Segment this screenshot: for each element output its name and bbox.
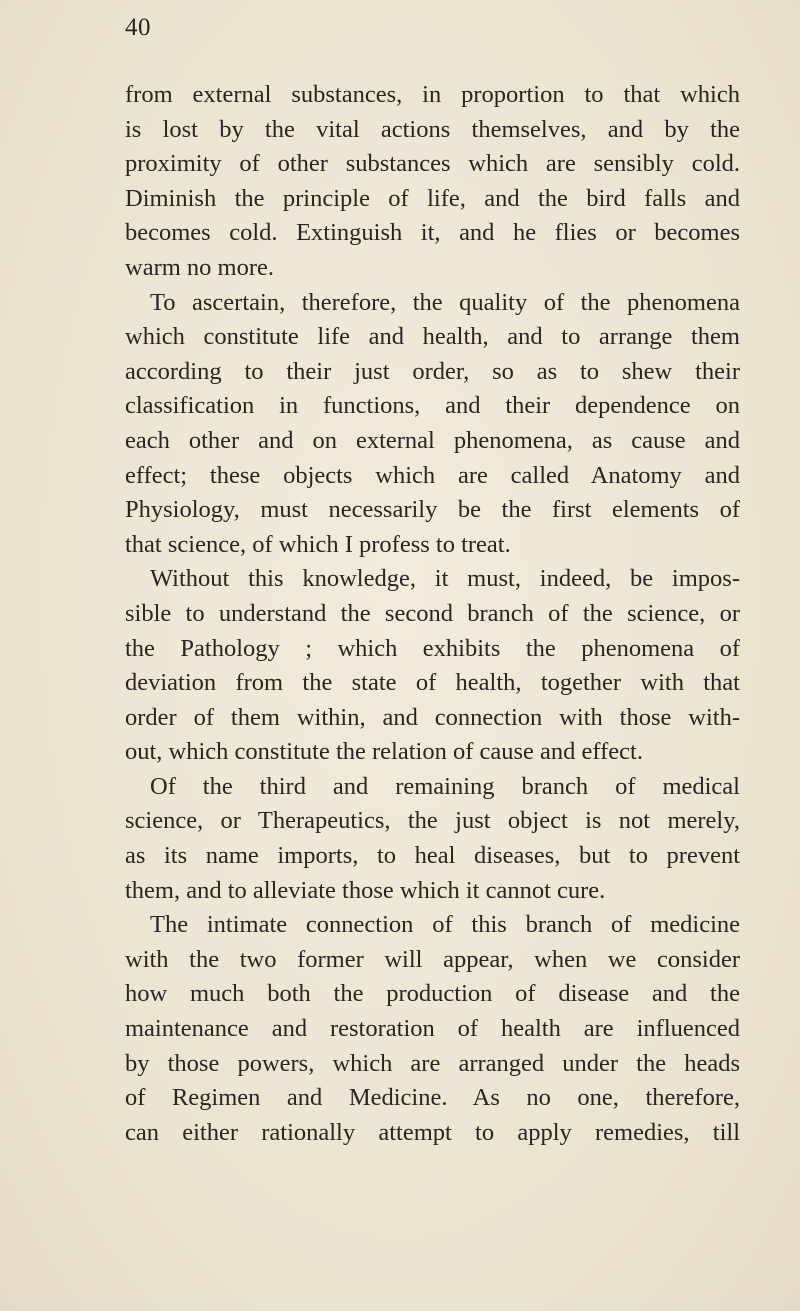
text-line: warm no more. [125,253,274,281]
text-line: as its name imports, to heal diseases, but to prevent [125,842,740,870]
text-line: Of the third and remaining branch of medical [150,772,740,800]
text-line: according to their just order, so as to shew their [125,357,740,385]
text-line: the Pathology ; which exhibits the phenomena of [125,634,740,662]
text-line: Physiology, must necessarily be the first elements of [125,496,740,524]
text-line: The intimate connection of this branch of medicine [150,911,740,939]
text-line: by those powers, which are arranged under the heads [125,1049,740,1077]
text-line: Diminish the principle of life, and the bird falls and [125,184,740,212]
text-line: with the two former will appear, when we consider [125,945,740,973]
text-line: effect; these objects which are called Anatomy and [125,461,740,489]
text-line: from external substances, in proportion to that which [125,81,740,108]
text-line: them, and to alleviate those which it cannot cure. [125,876,606,904]
text-line: which constitute life and health, and to arrange them [125,323,740,351]
text-line: each other and on external phenomena, as cause and [125,426,740,454]
body-text [125,78,740,1150]
text-line: is lost by the vital actions themselves, and by the [125,115,740,143]
text-line: proximity of other substances which are sensibly cold. [125,150,740,178]
text-line: becomes cold. Extinguish it, and he flies or becomes [125,219,740,247]
text-line: classification in functions, and their dependence on [125,392,740,420]
text-line: maintenance and restoration of health are influenced [125,1015,740,1043]
text-line: deviation from the state of health, together with that [125,669,740,697]
text-line: To ascertain, therefore, the quality of the phenomena [150,288,740,316]
text-line: how much both the production of disease and the [125,980,740,1008]
page-number: 40 [125,14,151,41]
text-line: sible to understand the second branch of the science, or [125,599,740,627]
text-line: of Regimen and Medicine. As no one, therefore, [125,1084,740,1112]
text-line: that science, of which I profess to treat. [125,530,511,558]
text-line: out, which constitute the relation of cause and effect. [125,738,643,766]
text-line: science, or Therapeutics, the just object is not merely, [125,807,740,835]
text-line: order of them within, and connection with those with- [125,703,740,731]
text-line: Without this knowledge, it must, indeed, be impos- [150,565,740,593]
text-line: can either rationally attempt to apply remedies, till [125,1118,740,1146]
